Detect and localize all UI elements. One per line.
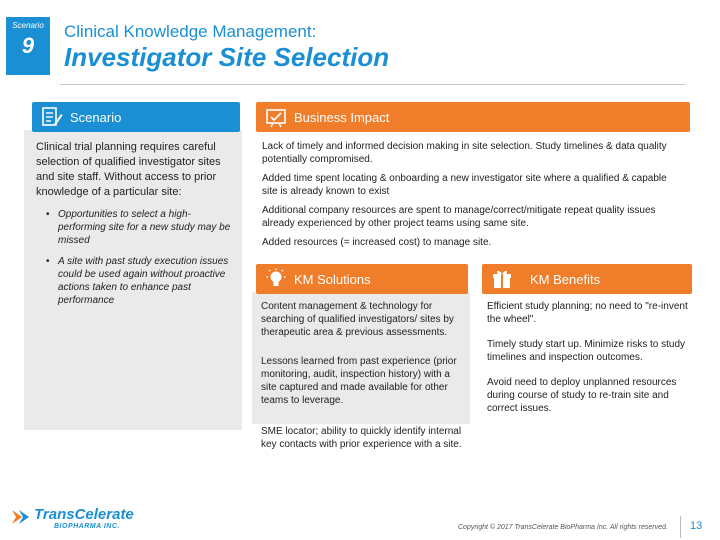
km-benefits-heading: KM Benefits [530,271,601,287]
page-subtitle: Clinical Knowledge Management: [64,22,317,41]
scenario-bullet: • A site with past study execution issues could be used again without proactive actions taken to enhance past performance [36,255,236,307]
impact-item: Lack of timely and informed decision making in site selection. Study timelines & data quality potentially compromised. [262,141,667,165]
header-divider [60,84,686,85]
benefit-item: Timely study start up. Minimize risks to study timelines and inspection outcomes. [487,339,686,363]
solution-item: Content management & technology for searching of qualified investigators/ sites by therapeutic area & previous assessments. [261,301,454,338]
scenario-body-text: Clinical trial planning requires careful selection of qualified investigator sites and site staff. Without access to prior knowledge of a particular site: [36,141,221,198]
scenario-body [36,140,236,307]
impact-item: Added time spent locating & onboarding a new investigator site where a qualified & capable site is already known to exist [262,173,667,197]
page-title: Investigator Site Selection [64,42,390,72]
km-solutions-header [256,264,468,294]
page-number: 13 [690,520,703,532]
copyright-text: Copyright © 2017 TransCelerate BioPharma Inc. All rights reserved. [458,524,668,531]
impact-item: Additional company resources are spent to manage/correct/mitigate repeat quality issues already experienced by other project teams using same site. [262,205,656,229]
lightbulb-icon [264,267,288,291]
logo-subtitle: BIOPHARMA INC. [54,523,120,530]
transcelerate-logo-mark [10,506,34,528]
impact-item: Added resources (= increased cost) to manage site. [262,237,492,248]
document-pencil-icon [40,105,64,129]
solution-item: Lessons learned from past experience (prior monitoring, audit, inspection history) with a site captured and made available for other teams to leverage. [261,356,457,406]
solution-item: SME locator; ability to quickly identify internal key contacts with prior experience with a site. [261,426,462,450]
scenario-badge-number: 9 [21,33,35,58]
chart-check-icon [264,105,288,129]
benefit-item: Efficient study planning; no need to "re-invent the wheel". [487,301,688,325]
scenario-badge-label: Scenario [12,21,44,30]
logo-name: TransCelerate [34,506,134,523]
scenario-heading: Scenario [70,109,122,125]
km-benefits-header [482,264,692,294]
business-impact-heading: Business Impact [294,109,390,125]
scenario-header [32,102,240,132]
km-solutions-heading: KM Solutions [294,271,371,287]
scenario-badge [6,17,50,75]
scenario-bullet: • Opportunities to select a high-performing site for a new study may be missed [36,208,236,247]
km-solutions-list [261,300,463,451]
gift-icon [490,267,514,291]
km-benefits-list [487,300,689,415]
business-impact-list [262,140,682,249]
benefit-item: Avoid need to deploy unplanned resources during course of study to re-train site and correct issues. [487,377,677,414]
business-impact-header [256,102,690,132]
footer-divider [680,516,681,538]
transcelerate-logo [10,504,140,534]
